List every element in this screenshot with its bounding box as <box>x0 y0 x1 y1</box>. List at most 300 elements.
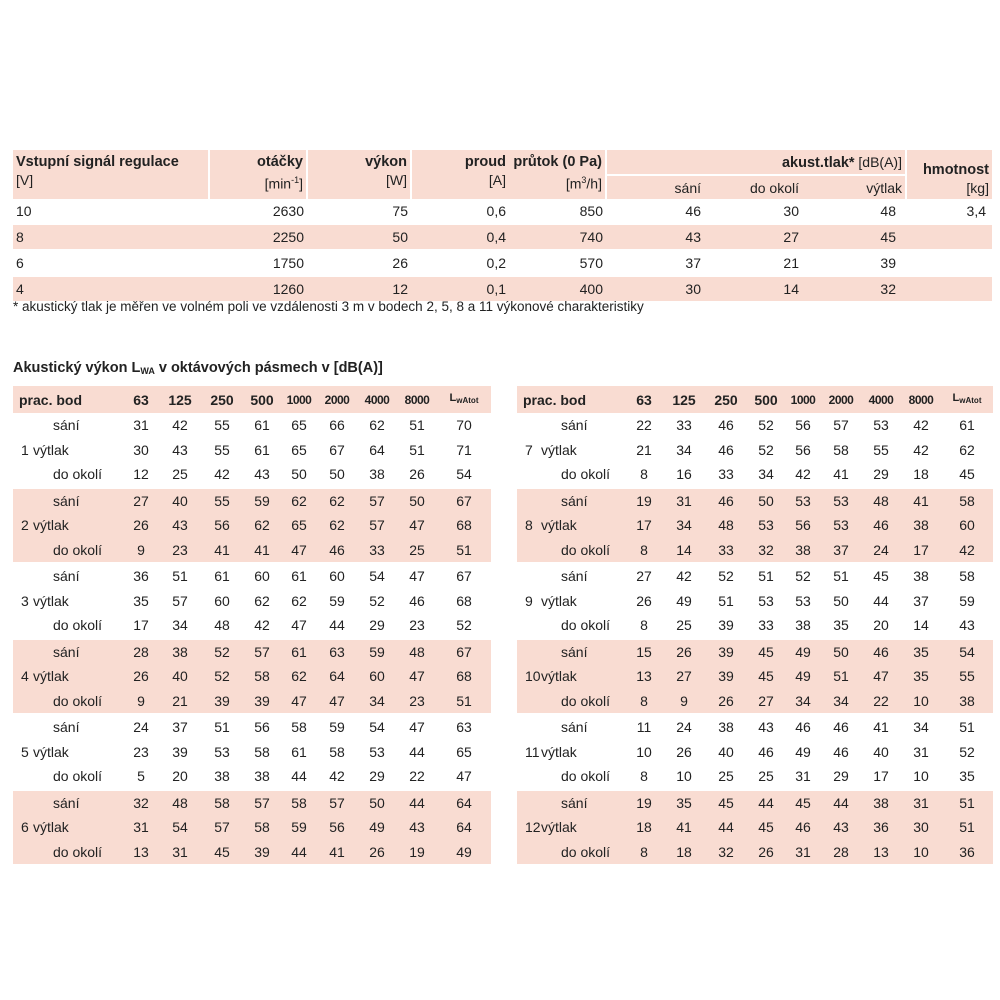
band-value: 33 <box>705 462 747 488</box>
point-number: 12 <box>525 819 541 836</box>
point-number <box>13 714 33 740</box>
band-value: 44 <box>317 613 357 639</box>
band-value: 17 <box>123 613 159 639</box>
band-value: 37 <box>821 538 861 564</box>
band-value: 21 <box>636 441 652 458</box>
point-number <box>13 613 33 639</box>
band-value: 45 <box>795 794 811 811</box>
band-value: 38 <box>201 764 243 790</box>
measure-label: výtlak <box>33 743 69 760</box>
cell-surround: 30 <box>704 199 802 224</box>
band-value: 57 <box>329 794 345 811</box>
header-rpm-label: otáčky <box>257 154 303 170</box>
band-value: 63 <box>329 643 345 660</box>
band-value: 24 <box>133 719 149 736</box>
header-total-base: L <box>449 392 457 404</box>
cell-weight <box>906 250 992 276</box>
octave-row <box>517 413 993 438</box>
octave-row <box>517 488 993 514</box>
band-value: 31 <box>785 764 821 790</box>
band-value: 22 <box>636 417 652 434</box>
band-value: 47 <box>873 668 889 685</box>
band-value: 47 <box>409 719 425 736</box>
total-value: 45 <box>941 462 993 488</box>
header-point: prac. bod <box>517 386 625 413</box>
octave-row <box>517 764 993 790</box>
measure-label: do okolí <box>541 538 625 564</box>
band-value: 43 <box>833 819 849 836</box>
total-value: 51 <box>959 794 975 811</box>
cell-rpm: 2630 <box>209 199 307 224</box>
point-number <box>517 563 541 589</box>
point-number: 4 <box>21 668 29 685</box>
band-value: 43 <box>172 441 188 458</box>
band-value: 22 <box>397 764 437 790</box>
band-value: 60 <box>329 568 345 585</box>
header-band-500: 500 <box>747 386 785 413</box>
band-value: 48 <box>718 517 734 534</box>
band-value: 26 <box>676 643 692 660</box>
band-value: 52 <box>214 643 230 660</box>
band-value: 44 <box>833 794 849 811</box>
header-total <box>941 386 993 413</box>
band-value: 10 <box>901 840 941 866</box>
band-value: 58 <box>254 743 270 760</box>
band-value: 56 <box>795 441 811 458</box>
band-value: 56 <box>795 517 811 534</box>
cell-power: 26 <box>307 250 411 276</box>
measure-label: do okolí <box>33 538 123 564</box>
measure-label: do okolí <box>33 689 123 715</box>
band-value: 30 <box>913 819 929 836</box>
band-value: 58 <box>291 719 307 736</box>
octave-header-row <box>13 386 491 413</box>
band-value: 8 <box>625 462 663 488</box>
band-value: 17 <box>636 517 652 534</box>
band-value: 26 <box>133 517 149 534</box>
measure-label: do okolí <box>33 764 123 790</box>
octave-row <box>13 815 491 840</box>
band-value: 54 <box>369 719 385 736</box>
measure-label: do okolí <box>541 613 625 639</box>
total-value: 38 <box>941 689 993 715</box>
header-point: prac. bod <box>13 386 123 413</box>
band-value: 53 <box>873 417 889 434</box>
band-value: 39 <box>243 689 281 715</box>
cell-discharge: 39 <box>802 250 906 276</box>
band-value: 36 <box>133 568 149 585</box>
acoustic-footnote: * akustický tlak je měřen ve volném poli ve vzdálenosti 3 m v bodech 2, 5, 8 a 11 výkonové charakteristiky <box>13 299 644 314</box>
total-value: 68 <box>456 668 472 685</box>
band-value: 34 <box>676 517 692 534</box>
band-value: 10 <box>636 743 652 760</box>
cell-weight <box>906 224 992 250</box>
band-value: 50 <box>281 462 317 488</box>
band-value: 26 <box>357 840 397 866</box>
band-value: 45 <box>758 668 774 685</box>
point-number <box>13 563 33 589</box>
band-value: 49 <box>676 592 692 609</box>
band-value: 31 <box>133 819 149 836</box>
band-value: 50 <box>758 492 774 509</box>
band-value: 10 <box>901 689 941 715</box>
octave-row <box>13 790 491 816</box>
measure-label: do okolí <box>541 764 625 790</box>
band-value: 39 <box>718 643 734 660</box>
header-band-125: 125 <box>159 386 201 413</box>
point-number <box>13 790 33 816</box>
octave-row <box>517 462 993 488</box>
specs-row <box>13 224 992 250</box>
point-number: 9 <box>525 592 533 609</box>
band-value: 8 <box>625 538 663 564</box>
measure-label: sání <box>53 643 80 660</box>
point-number <box>13 639 33 665</box>
octave-row <box>517 513 993 538</box>
band-value: 39 <box>243 840 281 866</box>
header-weight-label: hmotnost <box>922 162 989 178</box>
point-number: 5 <box>21 743 29 760</box>
band-value: 48 <box>873 492 889 509</box>
band-value: 25 <box>397 538 437 564</box>
band-value: 41 <box>243 538 281 564</box>
band-value: 64 <box>329 668 345 685</box>
band-value: 21 <box>159 689 201 715</box>
measure-label: výtlak <box>541 592 577 609</box>
band-value: 42 <box>676 568 692 585</box>
octave-row <box>517 840 993 866</box>
total-value: 58 <box>959 568 975 585</box>
band-value: 61 <box>291 568 307 585</box>
band-value: 56 <box>254 719 270 736</box>
cell-suction: 46 <box>606 199 704 224</box>
band-value: 15 <box>636 643 652 660</box>
band-value: 9 <box>663 689 705 715</box>
cell-flow: 400 <box>509 276 606 302</box>
octave-table-right <box>517 386 993 866</box>
octave-row <box>13 740 491 765</box>
band-value: 50 <box>317 462 357 488</box>
octave-row <box>517 714 993 740</box>
band-value: 22 <box>861 689 901 715</box>
band-value: 62 <box>291 592 307 609</box>
measure-label: do okolí <box>541 840 625 866</box>
octave-row <box>517 563 993 589</box>
octave-row <box>517 613 993 639</box>
cell-surround: 27 <box>704 224 802 250</box>
total-value: 51 <box>959 819 975 836</box>
total-value: 70 <box>456 417 472 434</box>
point-number <box>13 462 33 488</box>
band-value: 58 <box>214 794 230 811</box>
total-value: 64 <box>456 794 472 811</box>
band-value: 26 <box>133 668 149 685</box>
band-value: 32 <box>133 794 149 811</box>
band-value: 61 <box>254 417 270 434</box>
band-value: 47 <box>281 689 317 715</box>
header-power-unit: [W] <box>386 172 407 188</box>
specs-row <box>13 199 992 224</box>
band-value: 46 <box>718 492 734 509</box>
measure-label: do okolí <box>33 462 123 488</box>
band-value: 33 <box>705 538 747 564</box>
band-value: 61 <box>214 568 230 585</box>
band-value: 13 <box>861 840 901 866</box>
header-weight-unit: [kg] <box>966 180 989 196</box>
band-value: 41 <box>821 462 861 488</box>
octave-row <box>13 613 491 639</box>
band-value: 41 <box>676 819 692 836</box>
total-value: 54 <box>437 462 491 488</box>
band-value: 57 <box>172 592 188 609</box>
measure-label: výtlak <box>33 441 69 458</box>
band-value: 59 <box>291 819 307 836</box>
header-band-2000: 2000 <box>317 386 357 413</box>
band-value: 58 <box>254 819 270 836</box>
band-value: 59 <box>369 643 385 660</box>
octave-row <box>517 790 993 816</box>
band-value: 46 <box>409 592 425 609</box>
point-number <box>13 764 33 790</box>
band-value: 34 <box>357 689 397 715</box>
cell-discharge: 48 <box>802 199 906 224</box>
band-value: 10 <box>663 764 705 790</box>
point-number <box>517 413 541 438</box>
band-value: 27 <box>676 668 692 685</box>
octave-row <box>517 438 993 463</box>
header-flow-unit: $[m^3/h]$ <box>565 175 602 192</box>
measure-label: výtlak <box>541 668 577 685</box>
octave-row <box>517 740 993 765</box>
total-value: 67 <box>456 568 472 585</box>
band-value: 31 <box>159 840 201 866</box>
band-value: 59 <box>329 592 345 609</box>
point-number <box>13 538 33 564</box>
band-value: 41 <box>317 840 357 866</box>
band-value: 46 <box>317 538 357 564</box>
total-value: 61 <box>959 417 975 434</box>
measure-label: výtlak <box>33 819 69 836</box>
cell-flow: 850 <box>509 199 606 224</box>
band-value: 43 <box>243 462 281 488</box>
band-value: 18 <box>901 462 941 488</box>
header-total <box>437 386 491 413</box>
band-value: 58 <box>291 794 307 811</box>
band-value: 47 <box>317 689 357 715</box>
band-value: 41 <box>913 492 929 509</box>
octave-row <box>13 488 491 514</box>
header-band-2000: 2000 <box>821 386 861 413</box>
measure-label: do okolí <box>33 613 123 639</box>
band-value: 42 <box>243 613 281 639</box>
band-value: 66 <box>329 417 345 434</box>
band-value: 46 <box>833 719 849 736</box>
band-value: 51 <box>718 592 734 609</box>
band-value: 46 <box>873 517 889 534</box>
band-value: 42 <box>913 441 929 458</box>
band-value: 46 <box>833 743 849 760</box>
band-value: 39 <box>201 689 243 715</box>
total-value: 35 <box>941 764 993 790</box>
cell-rpm: 1750 <box>209 250 307 276</box>
octave-row <box>13 413 491 438</box>
header-rpm <box>209 150 307 199</box>
band-value: 46 <box>795 719 811 736</box>
measure-label: sání <box>561 568 588 585</box>
octave-section-title: Akustický výkon $L_{WA}$ v oktávových pásmech v [dB(A)] <box>13 360 383 376</box>
band-value: 52 <box>758 441 774 458</box>
band-value: 42 <box>785 462 821 488</box>
point-number: 1 <box>21 441 29 458</box>
octave-row <box>517 538 993 564</box>
header-signal <box>13 150 209 199</box>
cell-discharge: 32 <box>802 276 906 302</box>
band-value: 31 <box>913 743 929 760</box>
header-acoustic <box>606 150 906 175</box>
band-value: 9 <box>123 689 159 715</box>
octave-header-row <box>517 386 993 413</box>
band-value: 18 <box>663 840 705 866</box>
band-value: 36 <box>873 819 889 836</box>
point-number: 8 <box>525 517 533 534</box>
band-value: 39 <box>172 743 188 760</box>
point-number <box>13 840 33 866</box>
band-value: 64 <box>369 441 385 458</box>
band-value: 61 <box>291 643 307 660</box>
band-value: 14 <box>663 538 705 564</box>
band-value: 46 <box>758 743 774 760</box>
band-value: 62 <box>254 517 270 534</box>
total-value: 52 <box>437 613 491 639</box>
header-band-250: 250 <box>201 386 243 413</box>
point-number: 11 <box>525 743 540 760</box>
cell-discharge: 45 <box>802 224 906 250</box>
cell-rpm: 2250 <box>209 224 307 250</box>
band-value: 49 <box>369 819 385 836</box>
octave-row <box>13 438 491 463</box>
octave-row <box>13 840 491 866</box>
total-value: 52 <box>959 743 975 760</box>
band-value: 47 <box>409 568 425 585</box>
fan-specs-table <box>13 150 992 303</box>
band-value: 26 <box>705 689 747 715</box>
band-value: 51 <box>172 568 188 585</box>
header-total-sub: wAtot <box>456 396 479 405</box>
cell-weight <box>906 276 992 302</box>
band-value: 49 <box>795 743 811 760</box>
band-value: 62 <box>254 592 270 609</box>
octave-table-left <box>13 386 491 866</box>
octave-row <box>13 714 491 740</box>
band-value: 52 <box>369 592 385 609</box>
measure-label: sání <box>53 794 80 811</box>
octave-row <box>517 664 993 689</box>
total-value: 68 <box>456 592 472 609</box>
band-value: 53 <box>214 743 230 760</box>
point-number <box>13 413 33 438</box>
cell-suction: 30 <box>606 276 704 302</box>
band-value: 47 <box>281 538 317 564</box>
band-value: 55 <box>214 492 230 509</box>
header-total-base: L <box>952 392 960 404</box>
band-value: 50 <box>833 643 849 660</box>
band-value: 39 <box>705 613 747 639</box>
band-value: 16 <box>663 462 705 488</box>
measure-label: výtlak <box>541 819 577 836</box>
specs-row <box>13 250 992 276</box>
header-acoustic-unit: [dB(A)] <box>854 154 902 170</box>
measure-label: sání <box>53 417 80 434</box>
band-value: 48 <box>172 794 188 811</box>
band-value: 51 <box>758 568 774 585</box>
header-weight <box>906 150 992 199</box>
total-value: 43 <box>941 613 993 639</box>
band-value: 17 <box>901 538 941 564</box>
band-value: 65 <box>291 441 307 458</box>
band-value: 24 <box>861 538 901 564</box>
total-value: 67 <box>456 492 472 509</box>
total-value: 36 <box>941 840 993 866</box>
band-value: 54 <box>369 568 385 585</box>
band-value: 34 <box>913 719 929 736</box>
band-value: 52 <box>795 568 811 585</box>
cell-current: 0,6 <box>411 199 509 224</box>
band-value: 51 <box>214 719 230 736</box>
total-value: 51 <box>437 538 491 564</box>
band-value: 57 <box>833 417 849 434</box>
cell-flow: 570 <box>509 250 606 276</box>
point-number <box>13 689 33 715</box>
total-value: 42 <box>941 538 993 564</box>
octave-row <box>517 689 993 715</box>
measure-label: výtlak <box>541 517 577 534</box>
octave-row <box>13 764 491 790</box>
band-value: 48 <box>201 613 243 639</box>
band-value: 44 <box>281 840 317 866</box>
band-value: 60 <box>369 668 385 685</box>
band-value: 43 <box>758 719 774 736</box>
band-value: 45 <box>758 643 774 660</box>
band-value: 27 <box>747 689 785 715</box>
band-value: 53 <box>795 492 811 509</box>
point-number: 10 <box>525 668 541 685</box>
total-value: 58 <box>959 492 975 509</box>
band-value: 38 <box>913 568 929 585</box>
band-value: 35 <box>676 794 692 811</box>
measure-label: sání <box>561 794 588 811</box>
header-band-63: 63 <box>625 386 663 413</box>
point-number: 6 <box>21 819 29 836</box>
octave-row <box>13 513 491 538</box>
octave-row <box>517 589 993 614</box>
band-value: 59 <box>329 719 345 736</box>
point-number <box>13 488 33 514</box>
band-value: 28 <box>821 840 861 866</box>
band-value: 61 <box>254 441 270 458</box>
band-value: 53 <box>795 592 811 609</box>
header-band-63: 63 <box>123 386 159 413</box>
band-value: 8 <box>625 840 663 866</box>
header-band-500: 500 <box>243 386 281 413</box>
band-value: 26 <box>636 592 652 609</box>
band-value: 38 <box>785 538 821 564</box>
band-value: 38 <box>873 794 889 811</box>
band-value: 31 <box>913 794 929 811</box>
band-value: 34 <box>747 462 785 488</box>
header-band-1000: 1000 <box>785 386 821 413</box>
band-value: 51 <box>833 668 849 685</box>
band-value: 52 <box>758 417 774 434</box>
